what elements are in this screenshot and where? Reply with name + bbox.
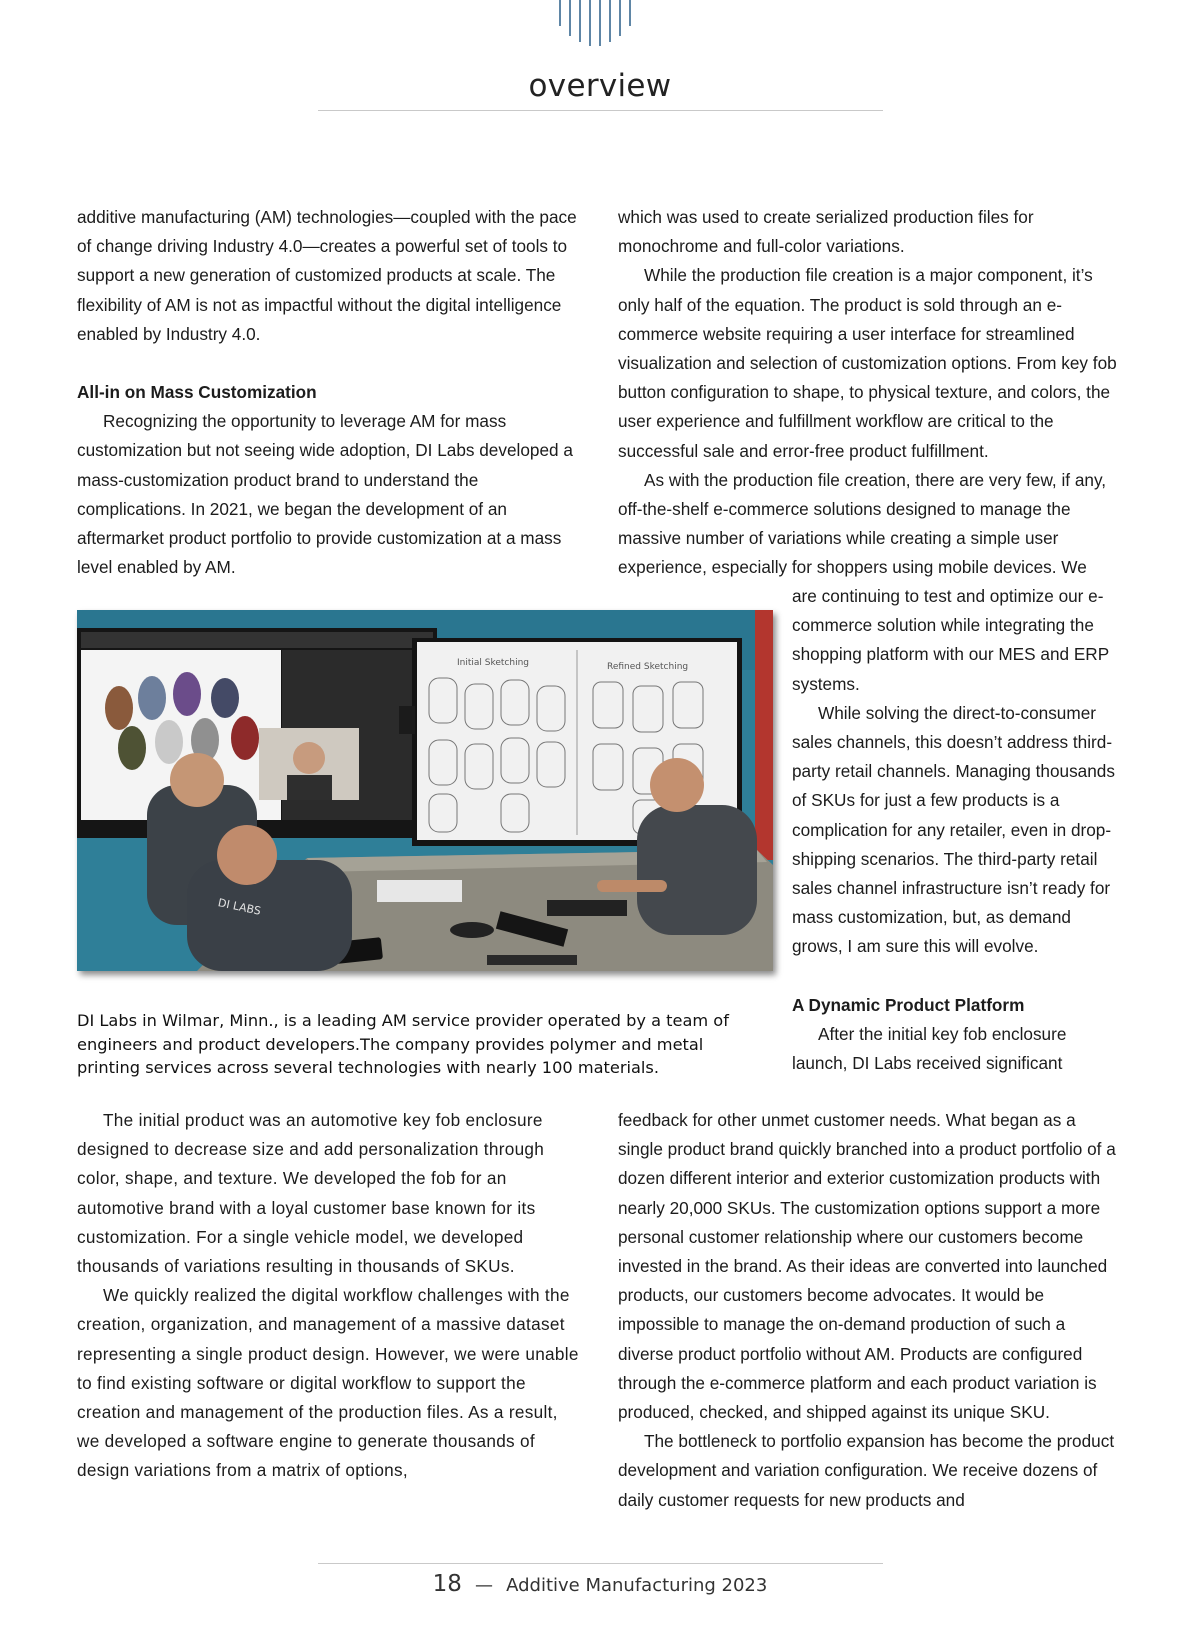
paragraph: We quickly realized the digital workflow challenges with the creation, organization, and management of a massive dataset representing a single product design. However, we were unable to find existing software or digital workflow to support the creation and management of the production files. As a result, we developed a software engine to generate thousands of design variations from a matrix of options, [77, 1285, 579, 1481]
paragraph: The initial product was an automotive key fob enclosure designed to decrease size and add personalization through color, shape, and texture. We developed the fob for an automotive brand with a loyal customer base known for its customization. For a single vehicle model, we developed thousands of variations resulting in thousands of SKUs. [77, 1110, 545, 1277]
paragraph: are continuing to test and optimize our e-commerce solution while integrating the shopping platform with our MES and ERP systems. [792, 586, 1109, 694]
screen-label-refined: Refined Sketching [607, 662, 689, 672]
section-title: overview [528, 68, 672, 104]
header-line-ornament [558, 0, 638, 50]
paragraph: After the initial key fob enclosure launch, DI Labs received significant [792, 1023, 1067, 1074]
section-heading: A Dynamic Product Platform [792, 994, 1025, 1015]
left-column-top [77, 203, 577, 582]
paragraph: Recognizing the opportunity to leverage AM for mass customization but not seeing wide adoption, DI Labs developed a mass-customization product brand to understand the complications. In 2021, we began the development of an aftermarket product portfolio to provide customization at a mass level enabled by AM. [77, 411, 573, 578]
left-column-bottom [77, 1106, 582, 1486]
paragraph: additive manufacturing (AM) technologies—coupled with the pace of change driving Industry 4.0—creates a powerful set of tools to support a new generation of customized products at scale. The flexibility of AM is not as impactful without the digital intelligence enabled by Industry 4.0. [77, 207, 577, 344]
right-column-narrow [792, 582, 1124, 1078]
paragraph: While solving the direct-to-consumer sales channels, this doesn’t address third-party retail channels. Managing thousands of SKUs for just a few products is a complication for any retailer, even in drop-shipping scenarios. The third-party retail sales channel infrastructure isn’t ready for mass customization, but, as demand grows, I am sure this will evolve. [792, 702, 1115, 957]
footer-dash: — [475, 1575, 494, 1596]
paragraph: While the production file creation is a major component, it’s only half of the equation. The product is sold through an e-commerce website requiring a user interface for streamlined visualization and selection of customization options. From key fob button configuration to shape, to physical texture, and colors, the user experience and fulfillment workflow are critical to the successful sale and error-free product fulfillment. [618, 265, 1117, 461]
paragraph: feedback for other unmet customer needs. What began as a single product brand quickly branched into a product portfolio of a dozen different interior and exterior customization products with nearly 20,000 SKUs. The customization options support a more personal customer relationship where our customers become invested in the brand. As their ideas are converted into launched products, our customers become advocates. It would be impossible to manage the on-demand production of such a diverse product portfolio without AM. Products are configured through the e-commerce platform and each product variation is produced, checked, and shipped against its unique SKU. [618, 1110, 1116, 1423]
footer-divider [318, 1563, 883, 1564]
section-heading: All-in on Mass Customization [77, 382, 317, 403]
paragraph: As with the production file creation, there are very few, if any, off-the-shelf e-commerce solutions designed to manage the massive number of variations while creating a simple user experience, especially for shoppers using mobile devices. We [618, 469, 1107, 578]
paragraph: which was used to create serialized production files for monochrome and full-color variations. [618, 207, 1034, 257]
publication-name: Additive Manufacturing 2023 [506, 1575, 768, 1596]
photo-meeting-room [77, 610, 773, 971]
page-footer [0, 1571, 1200, 1597]
photo-caption: DI Labs in Wilmar, Minn., is a leading AM service provider operated by a team of engineers and product developers.The company provides polymer and metal printing services across several technologies with nearly 100 materials. [77, 1011, 729, 1077]
right-column-top [618, 203, 1123, 583]
shirt-logo: DI LABS [216, 896, 263, 918]
page-number: 18 [432, 1571, 462, 1597]
paragraph: The bottleneck to portfolio expansion has become the product development and variation configuration. We receive dozens of daily customer requests for new products and [618, 1431, 1115, 1510]
header-divider [318, 110, 883, 111]
screen-label-initial: Initial Sketching [457, 658, 530, 668]
right-column-bottom [618, 1106, 1123, 1515]
